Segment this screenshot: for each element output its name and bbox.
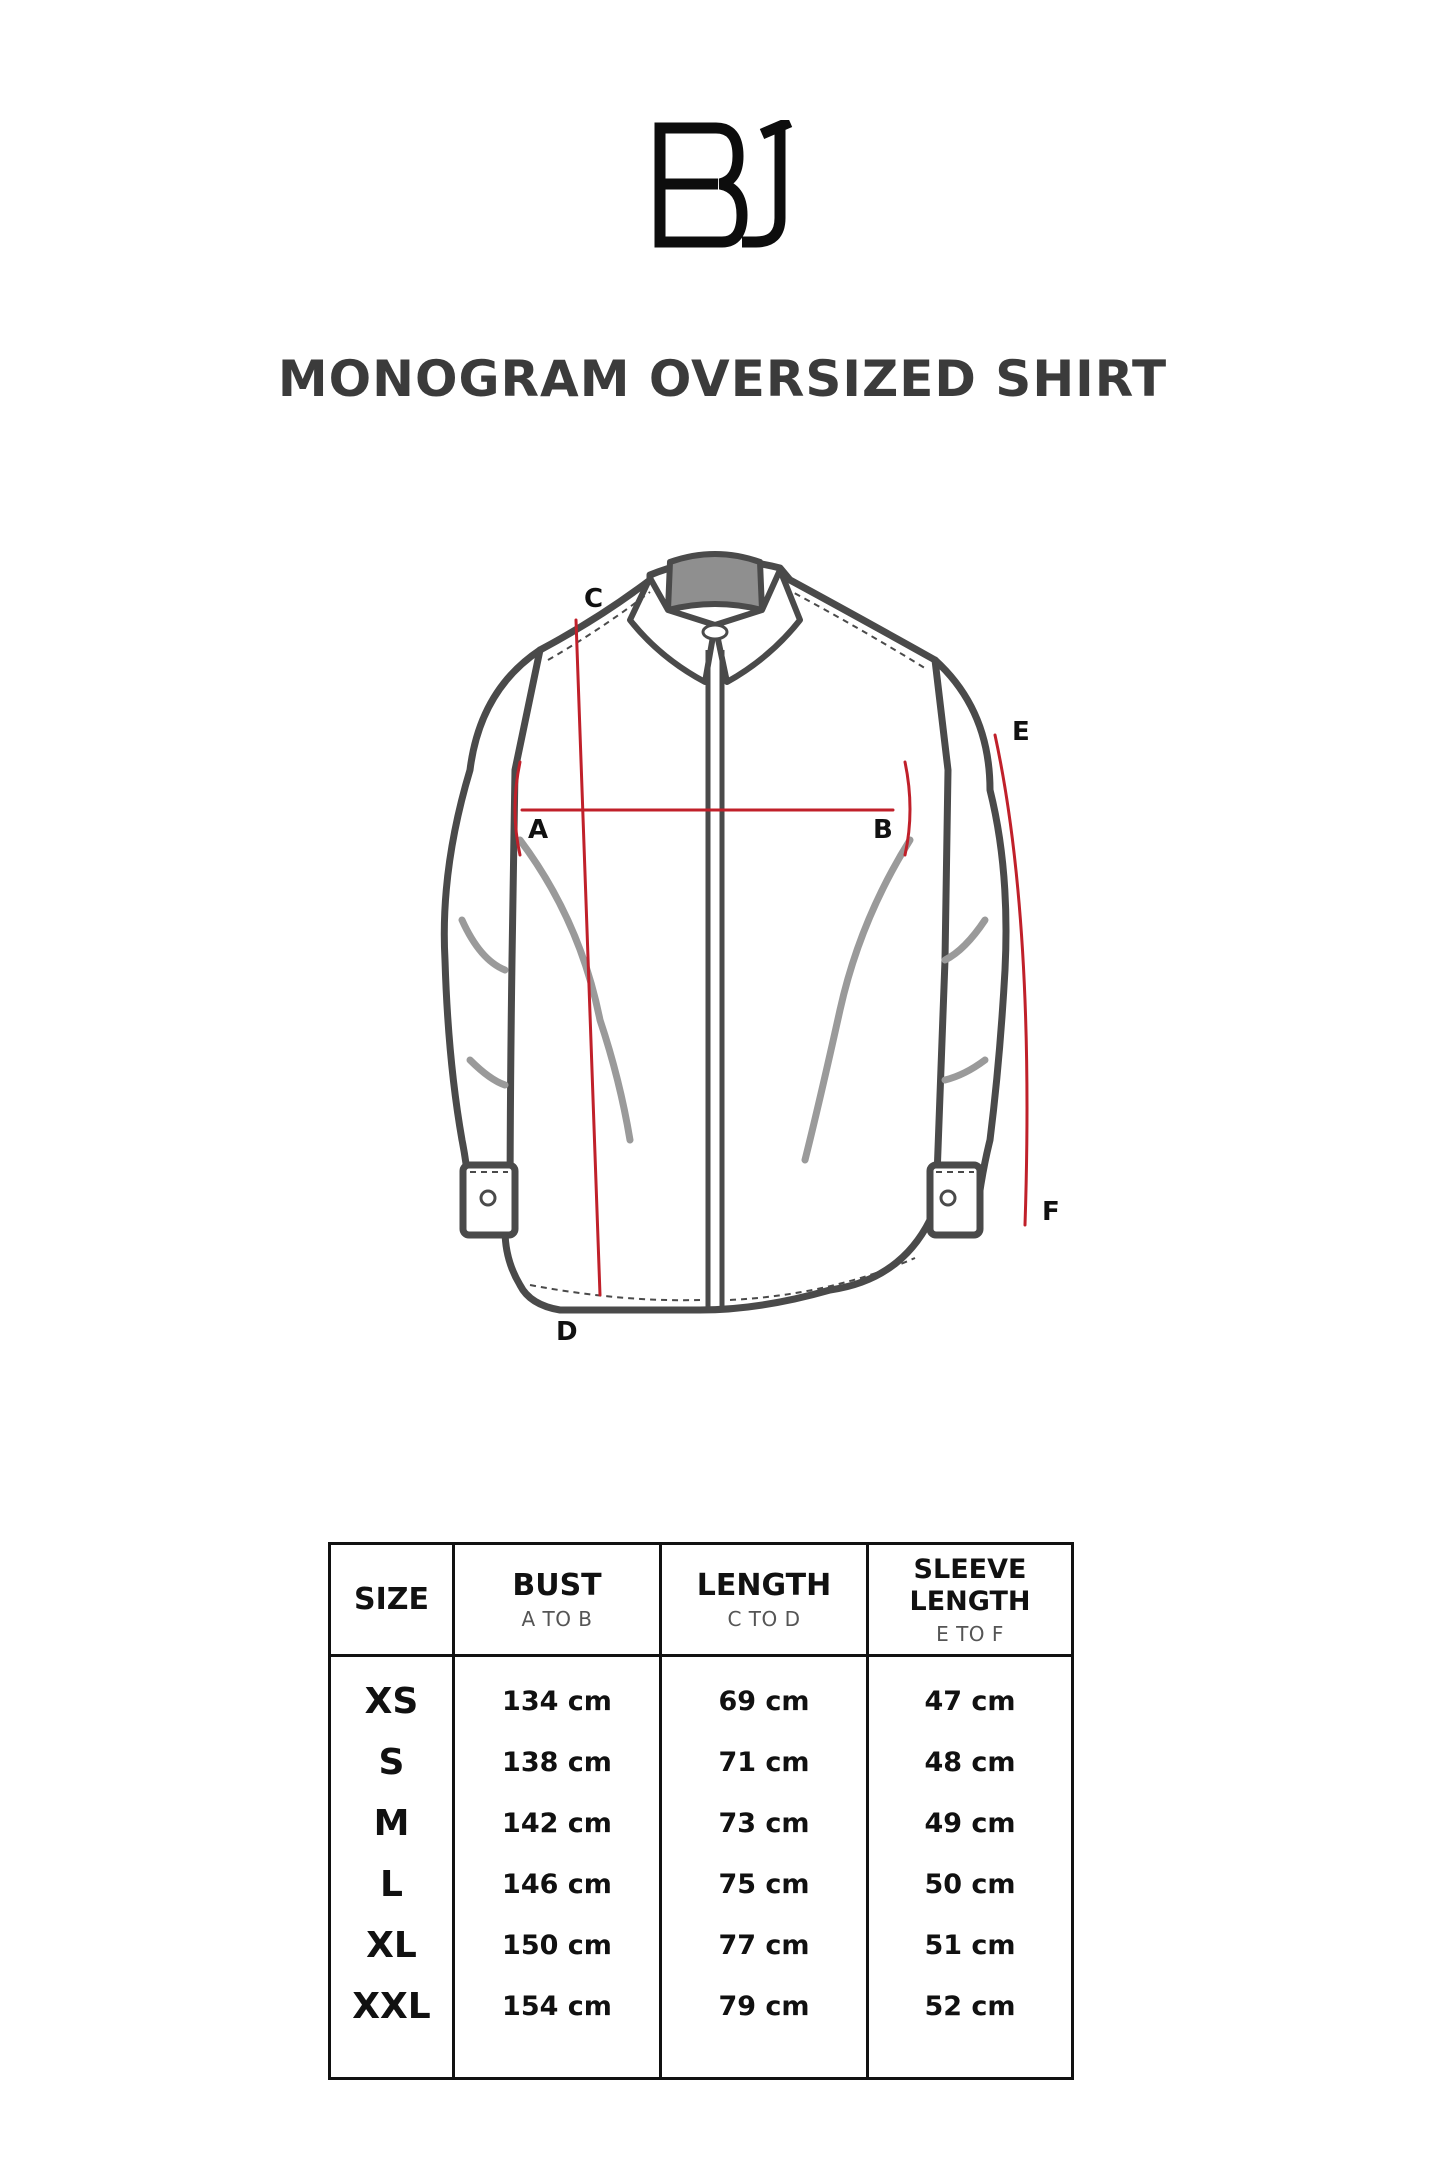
sleeve-cell: 52 cm	[924, 1991, 1016, 2022]
bust-cell: 134 cm	[502, 1686, 612, 1717]
point-a-label: A	[528, 815, 549, 845]
point-e-label: E	[1012, 717, 1030, 747]
size-cell: XXL	[352, 1986, 431, 2027]
point-f-label: F	[1042, 1197, 1060, 1227]
bust-cell: 154 cm	[502, 1991, 612, 2022]
length-cell: 73 cm	[718, 1808, 810, 1839]
table-row	[331, 1793, 1071, 1854]
sleeve-cell: 51 cm	[924, 1930, 1016, 1961]
table-row	[331, 1854, 1071, 1915]
header-sleeve-length-sub: E TO F	[936, 1621, 1004, 1646]
point-d-label: D	[556, 1317, 578, 1347]
table-row	[331, 1671, 1071, 1732]
length-cell: 69 cm	[718, 1686, 810, 1717]
header-length-sub: C TO D	[727, 1606, 801, 1631]
header-bust	[455, 1545, 659, 1654]
sleeve-cell: 48 cm	[924, 1747, 1016, 1778]
length-cell: 77 cm	[718, 1930, 810, 1961]
shirt-measurement-diagram	[0, 540, 1445, 1360]
size-cell: L	[380, 1864, 403, 1905]
product-title: MONOGRAM OVERSIZED SHIRT	[277, 350, 1168, 408]
size-cell: S	[378, 1742, 405, 1783]
size-cell: M	[373, 1803, 410, 1844]
brand-logo	[650, 120, 800, 250]
sleeve-cell: 50 cm	[924, 1869, 1016, 1900]
sleeve-cell: 49 cm	[924, 1808, 1016, 1839]
header-divider	[331, 1654, 1071, 1657]
length-cell: 71 cm	[718, 1747, 810, 1778]
header-sleeve-length-label: SLEEVE LENGTH	[909, 1553, 1031, 1617]
size-cell: XS	[364, 1681, 419, 1722]
header-sleeve-length	[869, 1545, 1071, 1654]
bust-cell: 146 cm	[502, 1869, 612, 1900]
bust-cell: 138 cm	[502, 1747, 612, 1778]
size-cell: XL	[366, 1925, 417, 1966]
header-size	[331, 1545, 452, 1654]
bust-cell: 142 cm	[502, 1808, 612, 1839]
table-row	[331, 1976, 1071, 2037]
point-b-label: B	[873, 815, 893, 845]
sleeve-cell: 47 cm	[924, 1686, 1016, 1717]
size-chart-table	[328, 1542, 1074, 2080]
header-length	[662, 1545, 866, 1654]
table-row	[331, 1915, 1071, 1976]
point-c-label: C	[584, 584, 604, 614]
header-size-label: SIZE	[353, 1581, 429, 1617]
header-bust-label: BUST	[512, 1567, 602, 1603]
header-bust-sub: A TO B	[521, 1606, 593, 1631]
length-cell: 79 cm	[718, 1991, 810, 2022]
bust-cell: 150 cm	[502, 1930, 612, 1961]
header-length-label: LENGTH	[696, 1567, 832, 1603]
length-cell: 75 cm	[718, 1869, 810, 1900]
table-row	[331, 1732, 1071, 1793]
